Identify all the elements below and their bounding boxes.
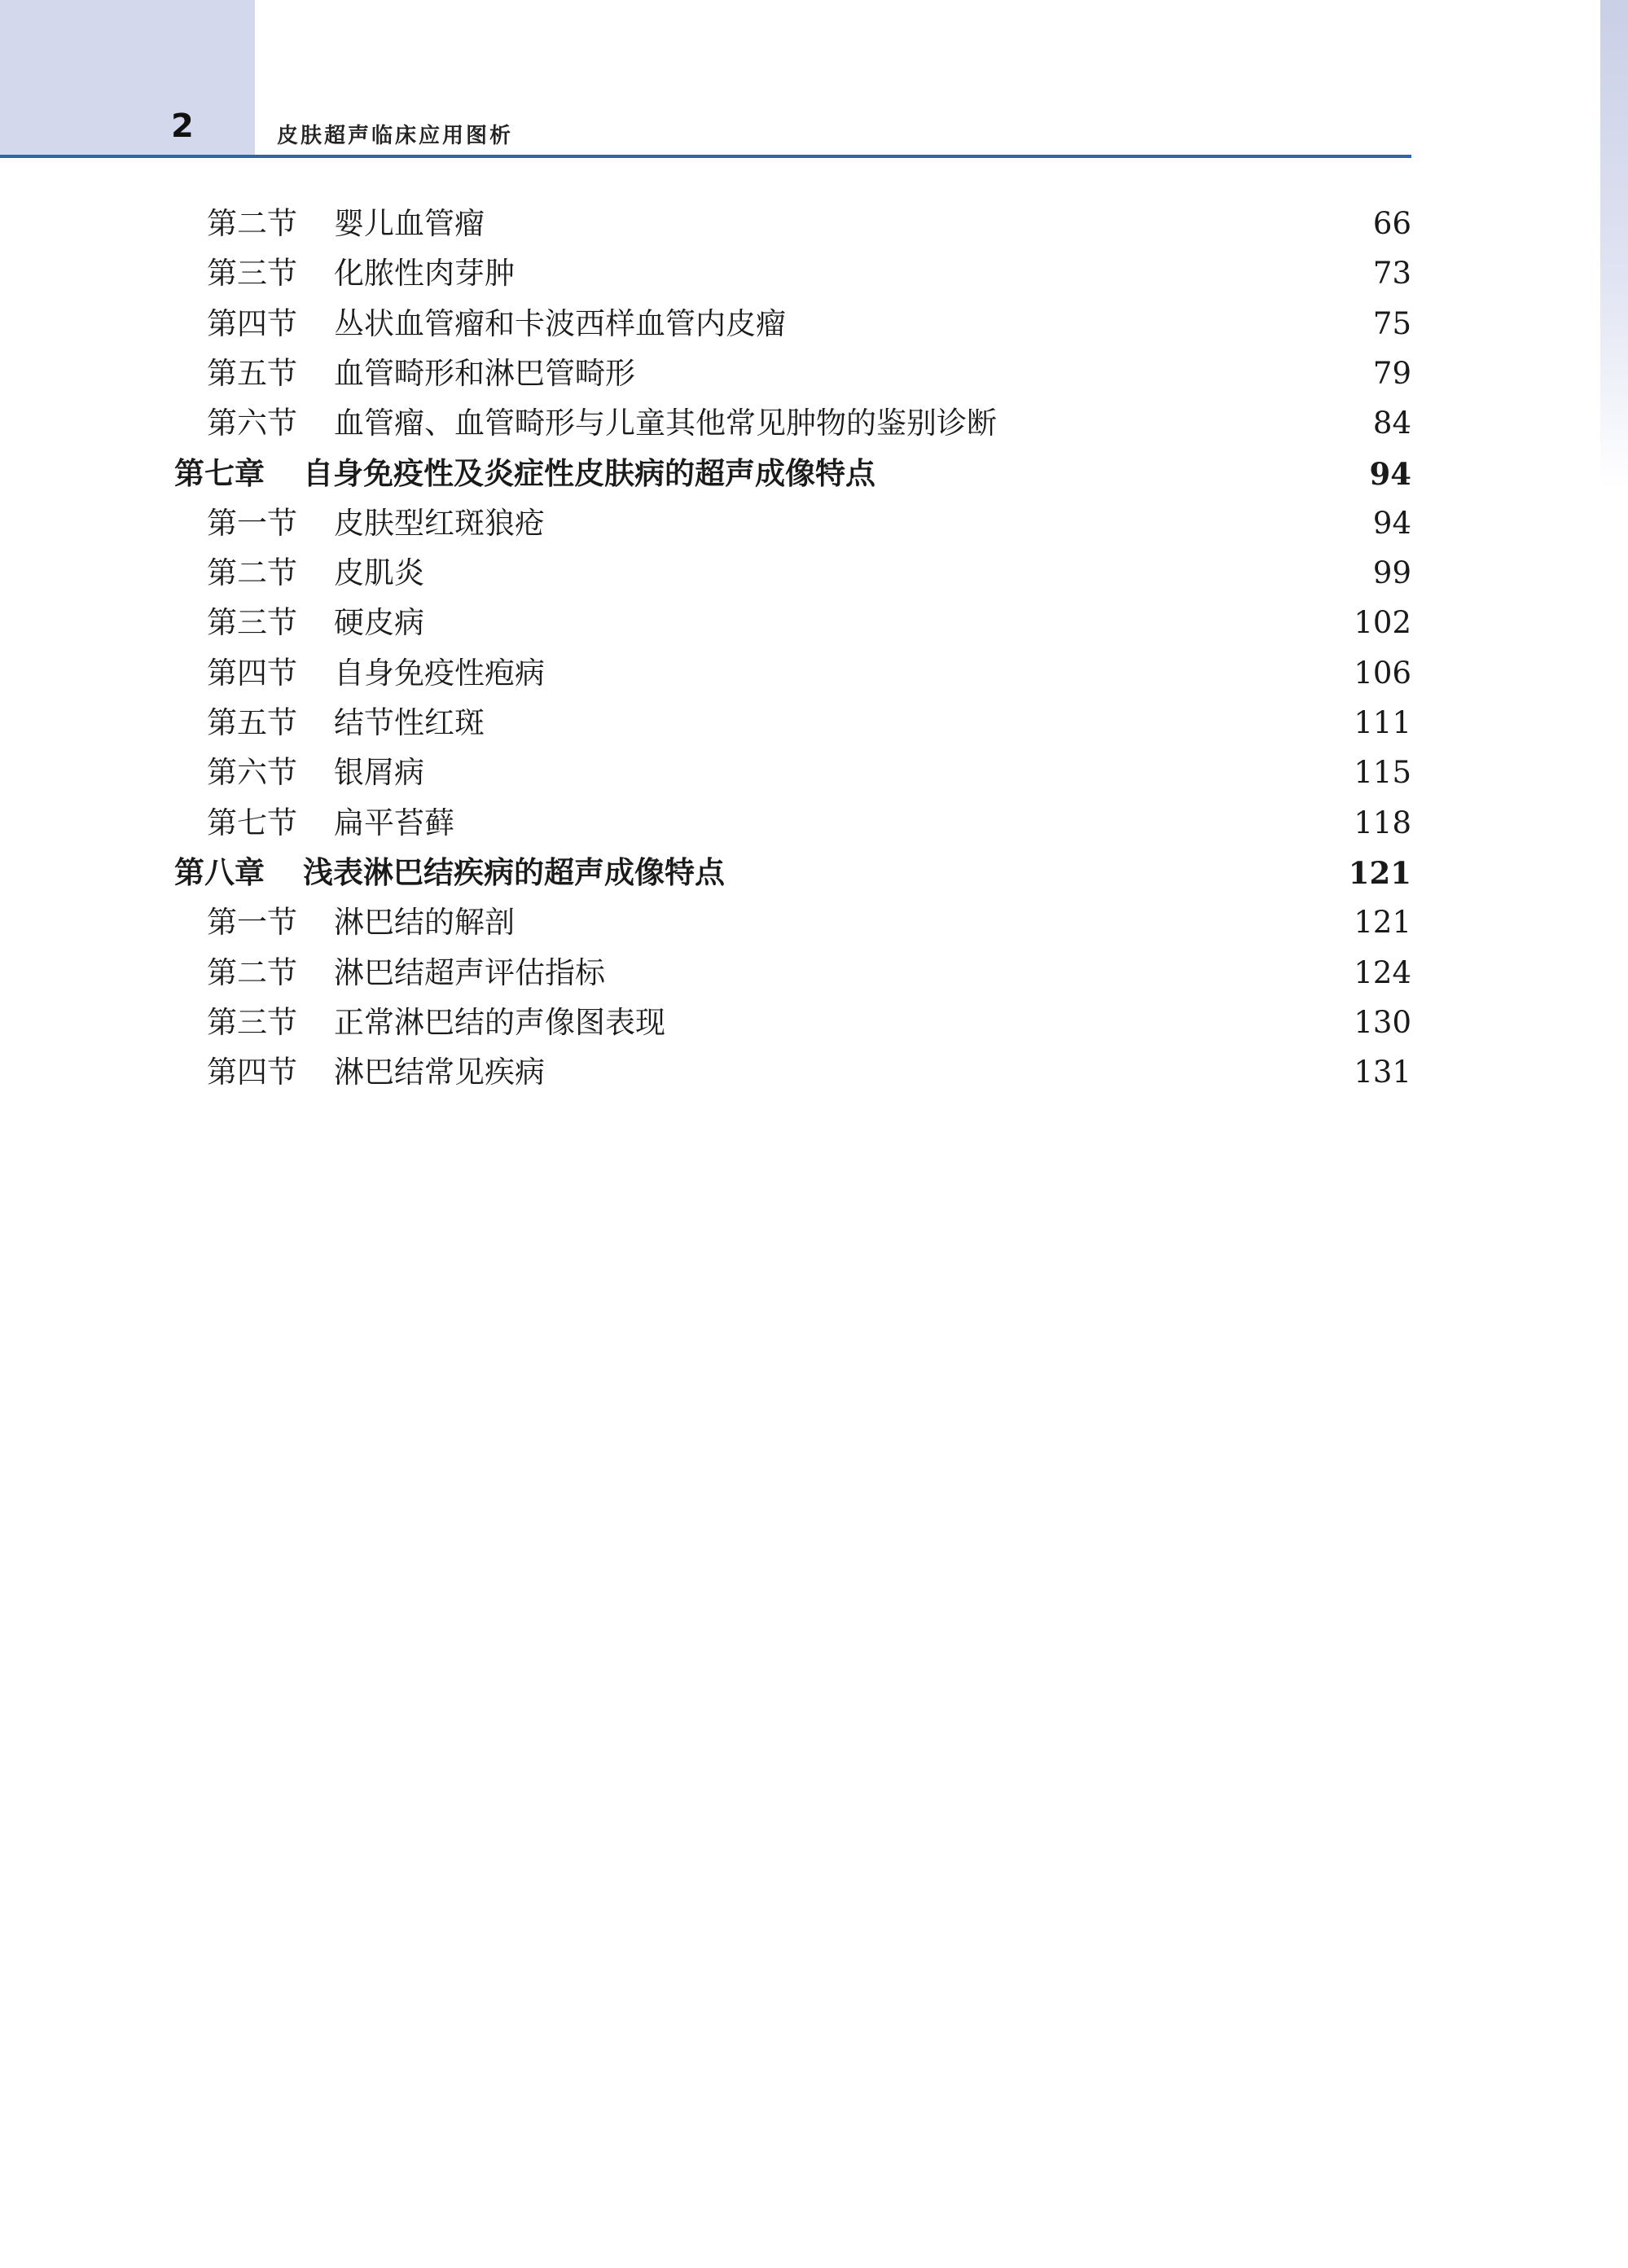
toc-section-entry[interactable] [0, 549, 1411, 598]
toc-section-entry[interactable] [0, 300, 1411, 349]
toc-page: 84 [1372, 406, 1411, 441]
toc-num: 第八章 [174, 854, 265, 890]
toc-num: 第六节 [207, 406, 297, 441]
toc-title: 浅表淋巴结疾病的超声成像特点 [303, 854, 725, 890]
toc-title: 皮肤型红斑狼疮 [334, 505, 545, 541]
toc-page: 131 [1354, 1055, 1411, 1090]
toc-num: 第二节 [207, 954, 297, 990]
toc-num: 第七章 [174, 455, 265, 491]
toc-page: 115 [1354, 755, 1411, 791]
toc-title: 化脓性肉芽肿 [334, 256, 515, 292]
toc-title: 皮肌炎 [334, 555, 424, 591]
toc-section-entry[interactable] [0, 599, 1411, 647]
toc-num: 第三节 [207, 1004, 297, 1040]
toc-chapter-entry[interactable] [0, 849, 1411, 897]
toc-title: 正常淋巴结的声像图表现 [334, 1004, 665, 1040]
toc-section-entry[interactable] [0, 349, 1411, 398]
toc-num: 第四节 [207, 305, 297, 341]
toc-num: 第二节 [207, 555, 297, 591]
toc-num: 第七节 [207, 805, 297, 840]
toc-section-entry[interactable] [0, 898, 1411, 947]
toc-num: 第四节 [207, 1055, 297, 1090]
toc-num: 第五节 [207, 705, 297, 740]
toc-page: 73 [1372, 256, 1411, 292]
toc-title: 婴儿血管瘤 [334, 206, 485, 241]
toc-page: 94 [1369, 455, 1411, 492]
toc-page: 66 [1372, 206, 1411, 241]
toc-title: 硬皮病 [334, 605, 424, 641]
toc-section-entry[interactable] [0, 200, 1411, 248]
toc-num: 第四节 [207, 655, 297, 691]
toc-title: 丛状血管瘤和卡波西样血管内皮瘤 [334, 305, 786, 341]
toc-page: 75 [1372, 305, 1411, 341]
toc-title: 自身免疫性及炎症性皮肤病的超声成像特点 [303, 455, 875, 491]
toc-num: 第六节 [207, 755, 297, 791]
header-rule [0, 155, 1411, 158]
toc-section-entry[interactable] [0, 249, 1411, 298]
toc-num: 第三节 [207, 256, 297, 292]
toc-page: 111 [1354, 705, 1411, 740]
toc-section-entry[interactable] [0, 499, 1411, 548]
toc-title: 银屑病 [334, 755, 424, 791]
toc-section-entry[interactable] [0, 949, 1411, 998]
toc-title: 淋巴结常见疾病 [334, 1055, 545, 1090]
toc-page: 118 [1354, 805, 1411, 840]
toc-title: 淋巴结的解剖 [334, 905, 515, 941]
toc-section-entry[interactable] [0, 799, 1411, 848]
toc-page: 79 [1372, 355, 1411, 391]
toc-page: 124 [1354, 954, 1411, 990]
page-number: 2 [171, 107, 194, 145]
toc-section-entry[interactable] [0, 998, 1411, 1047]
toc-num: 第五节 [207, 355, 297, 391]
toc-page: 99 [1372, 555, 1411, 591]
toc-num: 第一节 [207, 505, 297, 541]
page-edge-strip [1600, 0, 1628, 489]
toc-section-entry[interactable] [0, 699, 1411, 748]
toc-page: 130 [1354, 1004, 1411, 1040]
toc-title: 扁平苔藓 [334, 805, 454, 840]
running-title: 皮肤超声临床应用图析 [277, 124, 514, 148]
toc-title: 自身免疫性疱病 [334, 655, 545, 691]
toc-section-entry[interactable] [0, 748, 1411, 797]
toc-title: 血管瘤、血管畸形与儿童其他常见肿物的鉴别诊断 [334, 406, 997, 441]
toc-title: 血管畸形和淋巴管畸形 [334, 355, 635, 391]
toc-num: 第二节 [207, 206, 297, 241]
toc-section-entry[interactable] [0, 649, 1411, 698]
toc-page: 121 [1348, 854, 1411, 891]
toc-page: 102 [1354, 605, 1411, 641]
toc-num: 第一节 [207, 905, 297, 941]
toc-page: 121 [1354, 905, 1411, 941]
toc-section-entry[interactable] [0, 1048, 1411, 1097]
toc-page: 94 [1372, 505, 1411, 541]
toc-page: 106 [1354, 655, 1411, 691]
toc-section-entry[interactable] [0, 399, 1411, 448]
toc-chapter-entry[interactable] [0, 450, 1411, 498]
toc-title: 淋巴结超声评估指标 [334, 954, 605, 990]
toc-num: 第三节 [207, 605, 297, 641]
header-corner-block [0, 0, 255, 156]
toc-title: 结节性红斑 [334, 705, 485, 740]
